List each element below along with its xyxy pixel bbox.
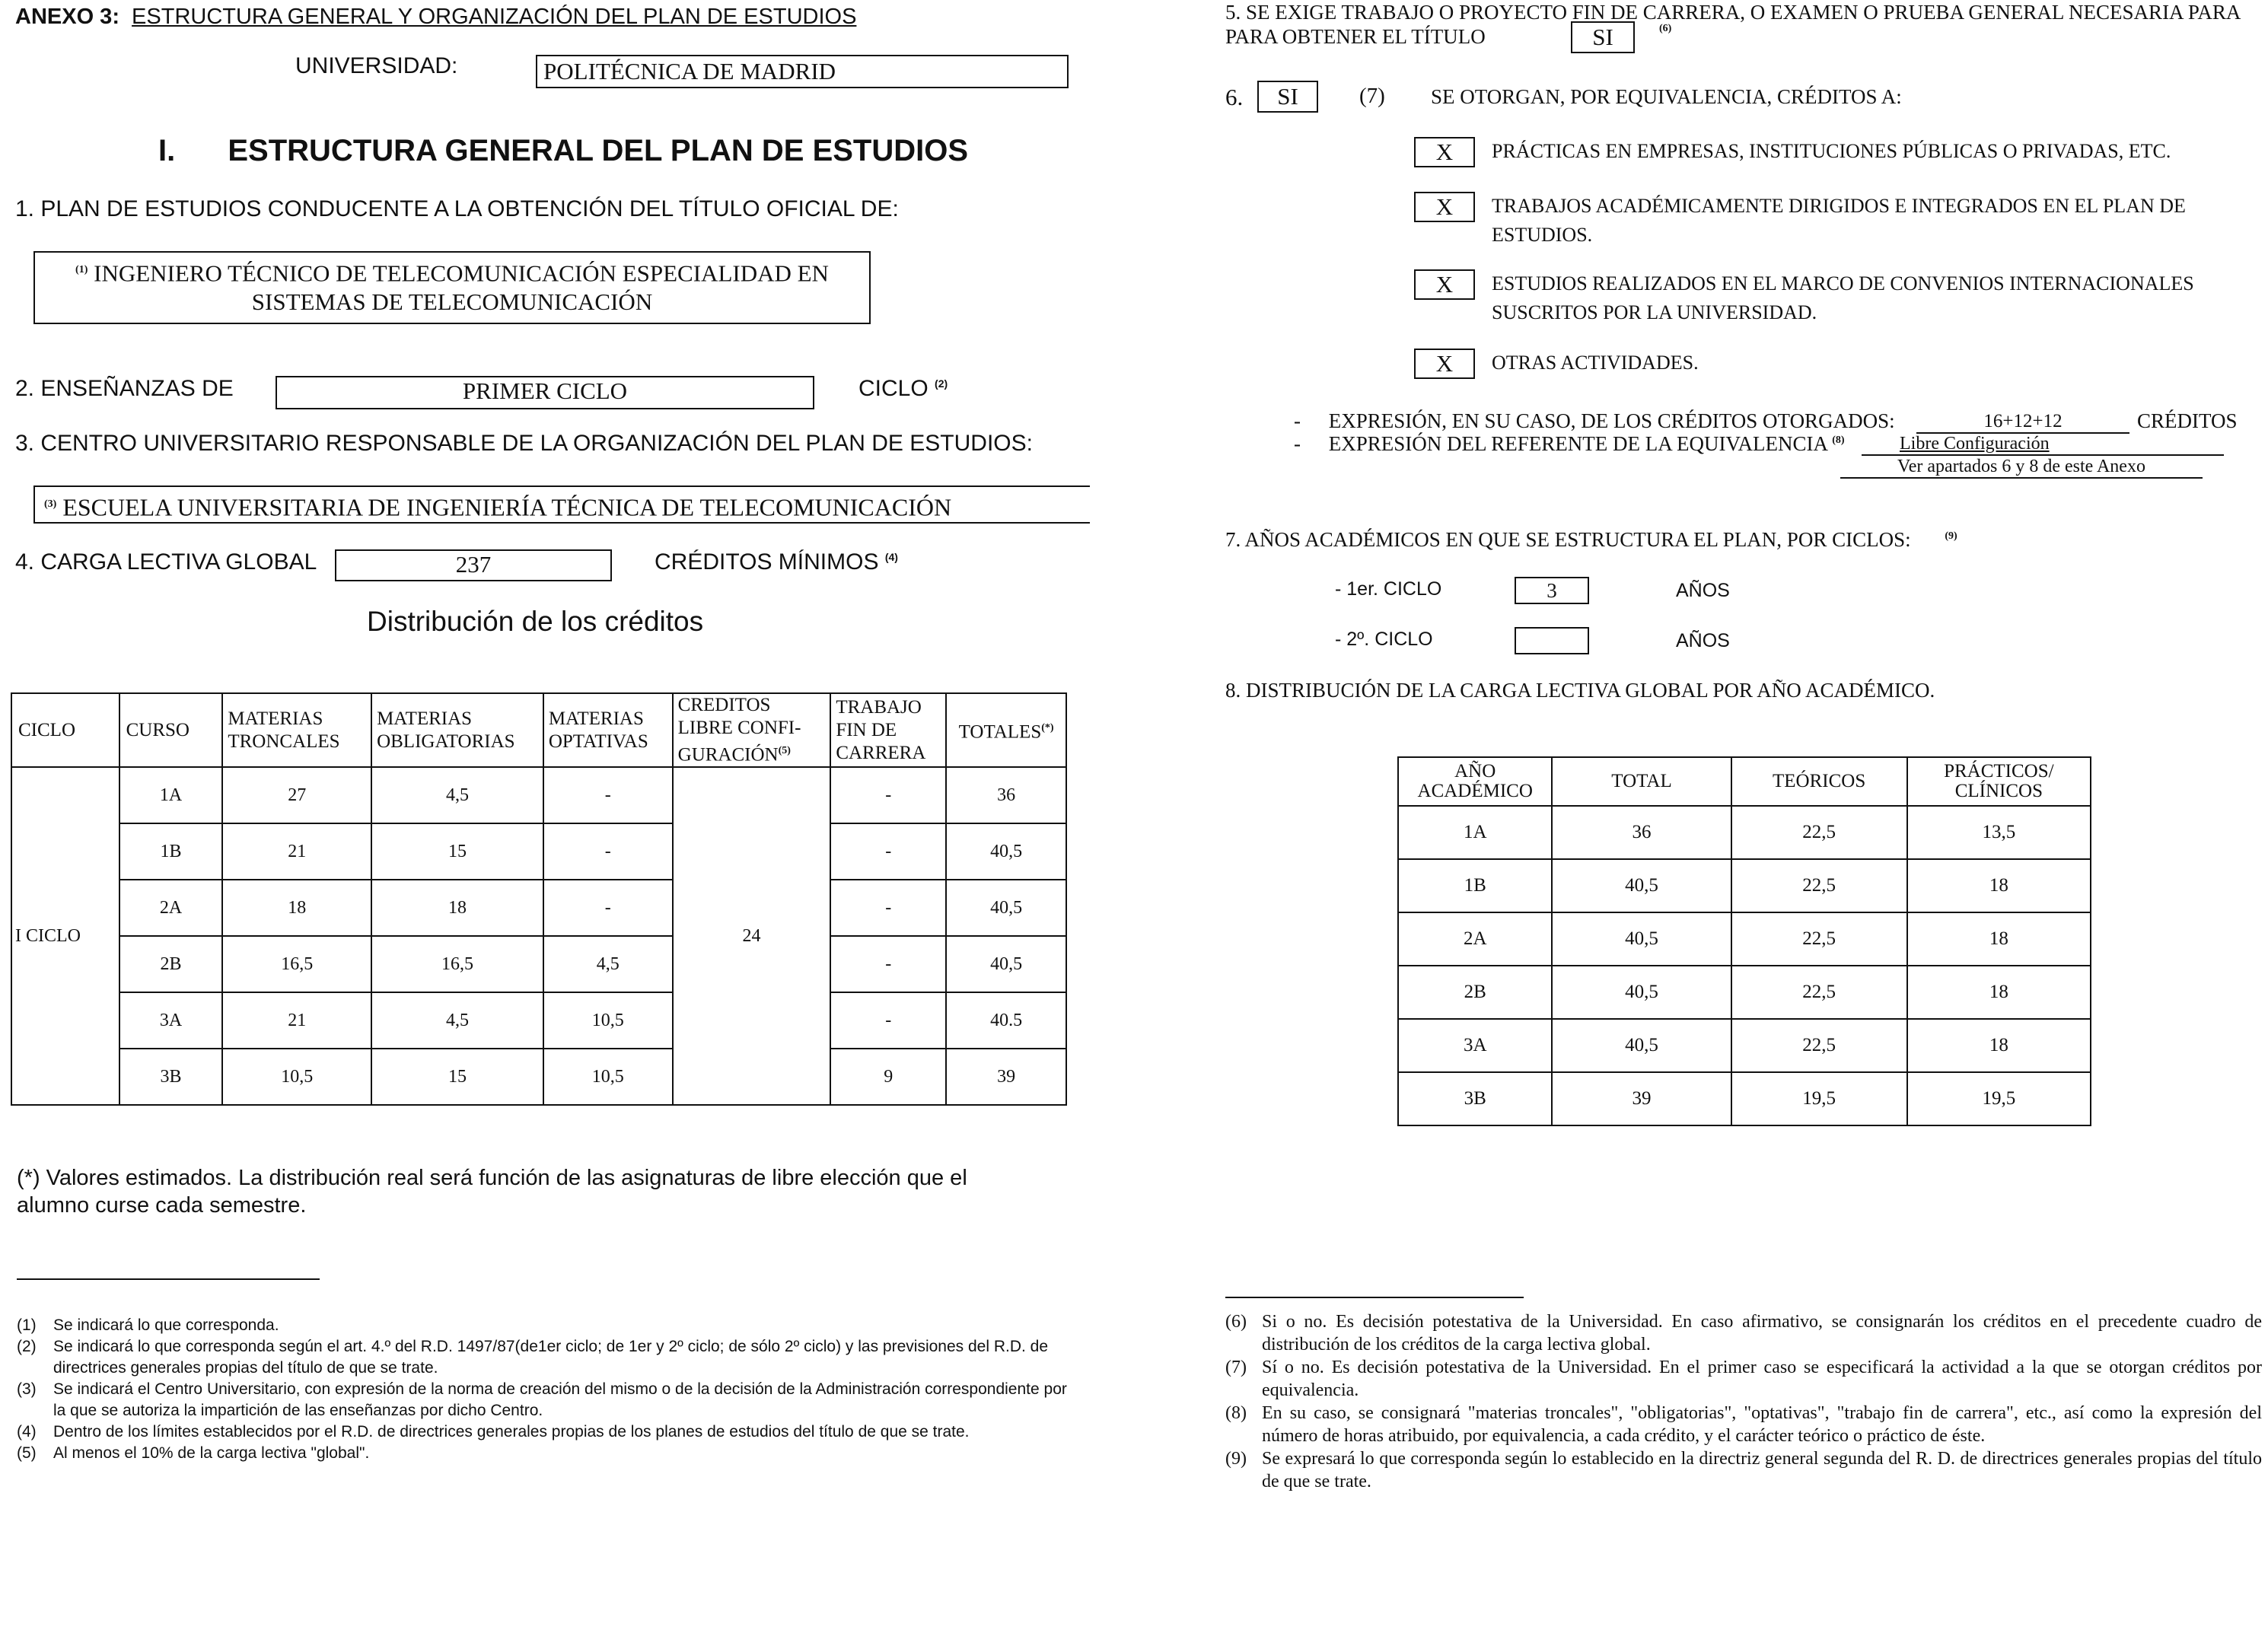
credits-header-row — [11, 693, 1066, 767]
item1-label: 1. PLAN DE ESTUDIOS CONDUCENTE A LA OBTENCIÓN DEL TÍTULO OFICIAL DE: — [15, 196, 899, 221]
centro-note: (3) — [44, 498, 57, 510]
cell-total: 36 — [1552, 806, 1731, 859]
cell-optativas: - — [543, 880, 673, 936]
footnote-divider-left — [17, 1278, 320, 1280]
table-row — [1398, 1019, 2091, 1072]
cell-practicos: 13,5 — [1907, 806, 2091, 859]
cell-teoricos: 22,5 — [1731, 859, 1907, 912]
cell-optativas: 4,5 — [543, 936, 673, 992]
expresion-row: - EXPRESIÓN, EN SU CASO, DE LOS CRÉDITOS OTORGADOS: — [1294, 409, 1895, 432]
header-optativas: MATERIAS OPTATIVAS — [543, 693, 673, 767]
anexo-title: ESTRUCTURA GENERAL Y ORGANIZACIÓN DEL PLAN DE ESTUDIOS — [132, 5, 857, 29]
cell-total: 40,5 — [1552, 966, 1731, 1019]
table-row — [1398, 912, 2091, 966]
item8-label: 8. DISTRIBUCIÓN DE LA CARGA LECTIVA GLOBAL POR AÑO ACADÉMICO. — [1225, 679, 1935, 702]
cell-troncales: 27 — [222, 767, 371, 823]
cell-practicos: 19,5 — [1907, 1072, 2091, 1125]
anexo-header — [15, 2, 856, 32]
footnotes-left — [17, 1315, 1067, 1464]
section-title — [158, 134, 968, 168]
item2-note: (2) — [935, 377, 948, 390]
cell-troncales: 18 — [222, 880, 371, 936]
cell-curso: 1B — [119, 823, 223, 880]
universidad-value: POLITÉCNICA DE MADRID — [543, 58, 836, 84]
ciclo1-years: AÑOS — [1676, 580, 1730, 601]
item5-label: 5. SE EXIGE TRABAJO O PROYECTO FIN DE CARRERA, O EXAMEN O PRUEBA GENERAL NECESARIA PARA PARA OBTENER EL TÍTULO — [1225, 1, 2241, 48]
referente-row: - EXPRESIÓN DEL REFERENTE DE LA EQUIVALENCIA $^{(8)}$ — [1294, 432, 1845, 455]
option-item: X PRÁCTICAS EN EMPRESAS, INSTITUCIONES PÚBLICAS O PRIVADAS, ETC. — [1414, 137, 2171, 167]
cell-practicos: 18 — [1907, 859, 2091, 912]
cell-teoricos: 22,5 — [1731, 966, 1907, 1019]
item5-note: (6) — [1659, 23, 1672, 34]
cell-obligatorias: 4,5 — [371, 992, 543, 1049]
cell-troncales: 10,5 — [222, 1049, 371, 1105]
header-ciclo: CICLO — [11, 693, 119, 767]
cell-trabajo: - — [830, 880, 946, 936]
header-trabajo: TRABAJO FIN DE CARRERA — [830, 693, 946, 767]
item5-field — [1571, 21, 1635, 53]
cell-obligatorias: 15 — [371, 823, 543, 880]
option-item: X ESTUDIOS REALIZADOS EN EL MARCO DE CONVENIOS INTERNACIONALES SUSCRITOS POR LA UNIVERSIDAD. — [1414, 269, 2194, 327]
item6-note: (7) — [1359, 84, 1385, 108]
referente-note: (8) — [1832, 435, 1845, 446]
cell-anio: 3B — [1398, 1072, 1552, 1125]
cell-anio: 1B — [1398, 859, 1552, 912]
cell-curso: 2A — [119, 880, 223, 936]
table-row — [1398, 859, 2091, 912]
section-number: I. — [158, 134, 176, 167]
table-row — [11, 823, 1066, 880]
annual-header-row — [1398, 757, 2091, 806]
cell-optativas: - — [543, 767, 673, 823]
cell-total: 39 — [1552, 1072, 1731, 1125]
anexo-number: ANEXO 3: — [15, 5, 119, 29]
cell-totales: 40,5 — [946, 823, 1066, 880]
table-row — [11, 880, 1066, 936]
item7-note: (9) — [1945, 530, 1957, 542]
item6-value: SI — [1277, 83, 1298, 110]
footnote-item: (2) Se indicará lo que corresponda según el art. 4.º del R.D. 1497/87(de1er ciclo; de 1er y 2º ciclo; de sólo 2º ciclo) y las previsiones del R.D. de directrices generales propias del título de que se trate. — [17, 1338, 1049, 1377]
cell-curso: 2B — [119, 936, 223, 992]
header-curso: CURSO — [119, 693, 223, 767]
cell-anio: 2A — [1398, 912, 1552, 966]
cell-practicos: 18 — [1907, 966, 2091, 1019]
item2-label: 2. ENSEÑANZAS DE — [15, 376, 234, 401]
cell-optativas: 10,5 — [543, 992, 673, 1049]
cell-trabajo: - — [830, 936, 946, 992]
item3-label: 3. CENTRO UNIVERSITARIO RESPONSABLE DE LA ORGANIZACIÓN DEL PLAN DE ESTUDIOS: — [15, 431, 1033, 456]
item5-value: SI — [1592, 24, 1613, 50]
cell-trabajo: - — [830, 823, 946, 880]
cell-total: 40,5 — [1552, 859, 1731, 912]
option-checkbox: X — [1414, 137, 1475, 167]
ciclo2-label: - 2º. CICLO — [1335, 629, 1433, 650]
footnote-item: (1) Se indicará lo que corresponda. — [17, 1316, 279, 1334]
cell-total: 40,5 — [1552, 1019, 1731, 1072]
referente-value-2: Ver apartados 6 y 8 de este Anexo — [1840, 457, 2203, 479]
item4-note: (4) — [884, 551, 898, 563]
cell-anio: 3A — [1398, 1019, 1552, 1072]
ciclo1-field: 3 — [1515, 577, 1589, 604]
cell-totales: 39 — [946, 1049, 1066, 1105]
cell-curso: 3A — [119, 992, 223, 1049]
item2-suffix: CICLO $^{(2)}$ — [858, 376, 948, 401]
title-line-2: SISTEMAS DE TELECOMUNICACIÓN — [251, 288, 653, 316]
cell-curso: 1A — [119, 767, 223, 823]
cell-obligatorias: 4,5 — [371, 767, 543, 823]
annual-load-table — [1397, 756, 2091, 1126]
footnote-item: (6) Si o no. Es decisión potestativa de la Universidad. En caso afirmativo, se consignarán los créditos en el precedente cuadro de distribución de los créditos de la carga lectiva global. — [1225, 1312, 2262, 1355]
cell-trabajo: - — [830, 992, 946, 1049]
cell-totales: 36 — [946, 767, 1066, 823]
footnote-item: (4) Dentro de los límites establecidos por el R.D. de directrices generales propias de los planes de estudios del título de que se trate. — [17, 1423, 970, 1440]
item6-number: 6. — [1225, 84, 1244, 110]
cell-totales: 40,5 — [946, 880, 1066, 936]
section-heading: ESTRUCTURA GENERAL DEL PLAN DE ESTUDIOS — [228, 134, 969, 167]
cell-practicos: 18 — [1907, 912, 2091, 966]
centro-field — [33, 485, 1090, 524]
ciclo2-years: AÑOS — [1676, 630, 1730, 651]
option-item: X OTRAS ACTIVIDADES. — [1414, 349, 1699, 379]
footnote-item: (7) Sí o no. Es decisión potestativa de la Universidad. En el primer caso se especificará la actividad a la que se otorgan créditos por equivalencia. — [1225, 1358, 2262, 1400]
item7-label: 7. AÑOS ACADÉMICOS EN QUE SE ESTRUCTURA EL PLAN, POR CICLOS: $^{(9)}$ — [1225, 528, 1957, 551]
cell-optativas: 10,5 — [543, 1049, 673, 1105]
table-row — [11, 1049, 1066, 1105]
expresion-suffix: CRÉDITOS — [2137, 409, 2238, 432]
cell-anio: 1A — [1398, 806, 1552, 859]
header-libre: CREDITOS LIBRE CONFI- GURACIÓN$^{(5)}$ — [673, 693, 831, 767]
option-checkbox: X — [1414, 269, 1475, 300]
ensenanzas-value: PRIMER CICLO — [462, 377, 628, 404]
ensenanzas-field — [276, 376, 814, 409]
option-checkbox: X — [1414, 349, 1475, 379]
cell-troncales: 16,5 — [222, 936, 371, 992]
header-teoricos: TEÓRICOS — [1731, 757, 1907, 806]
universidad-field — [536, 55, 1069, 88]
ciclo-cell: I CICLO — [11, 767, 119, 1105]
cell-troncales: 21 — [222, 823, 371, 880]
cell-obligatorias: 15 — [371, 1049, 543, 1105]
cell-obligatorias: 16,5 — [371, 936, 543, 992]
referente-value-1: Libre Configuración — [1862, 434, 2224, 456]
cell-trabajo: 9 — [830, 1049, 946, 1105]
cell-curso: 3B — [119, 1049, 223, 1105]
table-row — [1398, 966, 2091, 1019]
title-line-1: $^{(1)}$ INGENIERO TÉCNICO DE TELECOMUNICACIÓN ESPECIALIDAD EN — [75, 259, 829, 287]
libre-cell: 24 — [673, 767, 831, 1105]
footnote-divider-right — [1225, 1297, 1524, 1298]
header-practicos: PRÁCTICOS/ CLÍNICOS — [1907, 757, 2091, 806]
cell-teoricos: 22,5 — [1731, 912, 1907, 966]
option-checkbox: X — [1414, 192, 1475, 222]
expresion-value: 16+12+12 — [1916, 411, 2129, 434]
distribution-title: Distribución de los créditos — [367, 606, 704, 637]
item6-field — [1257, 81, 1318, 113]
cell-teoricos: 19,5 — [1731, 1072, 1907, 1125]
cell-totales: 40.5 — [946, 992, 1066, 1049]
cell-obligatorias: 18 — [371, 880, 543, 936]
cell-teoricos: 22,5 — [1731, 1019, 1907, 1072]
cell-trabajo: - — [830, 767, 946, 823]
ciclo2-field — [1515, 627, 1589, 654]
cell-troncales: 21 — [222, 992, 371, 1049]
option-item: X TRABAJOS ACADÉMICAMENTE DIRIGIDOS E INTEGRADOS EN EL PLAN DE ESTUDIOS. — [1414, 192, 2186, 250]
ciclo1-label: - 1er. CICLO — [1335, 578, 1442, 600]
universidad-label: UNIVERSIDAD: — [295, 53, 458, 78]
title-note: (1) — [75, 264, 88, 275]
item6-label: SE OTORGAN, POR EQUIVALENCIA, CRÉDITOS A: — [1431, 85, 1902, 108]
cell-anio: 2B — [1398, 966, 1552, 1019]
footnote-item: (3) Se indicará el Centro Universitario, con expresión de la norma de creación del mismo o de la decisión de la Administración correspondiente por la que se autoriza la impartición de las enseñanzas por dicho Centro. — [17, 1380, 1067, 1419]
table-row — [1398, 1072, 2091, 1125]
expresion-label: EXPRESIÓN, EN SU CASO, DE LOS CRÉDITOS OTORGADOS: — [1328, 409, 1895, 432]
header-obligatorias: MATERIAS OBLIGATORIAS — [371, 693, 543, 767]
carga-value: 237 — [455, 551, 492, 578]
table-row — [11, 767, 1066, 823]
cell-teoricos: 22,5 — [1731, 806, 1907, 859]
table-row — [11, 936, 1066, 992]
table-row — [1398, 806, 2091, 859]
footnote-item: (8) En su caso, se consignará "materias troncales", "obligatorias", "optativas", "trabajo fin de carrera", etc., así como la expresión del número de horas atribuido, por equivalencia, a cada crédito, y el carácter teórico o práctico de éste. — [1225, 1403, 2262, 1446]
header-anio: AÑO ACADÉMICO — [1398, 757, 1552, 806]
credits-table — [11, 692, 1067, 1106]
cell-optativas: - — [543, 823, 673, 880]
footnote-item: (9) Se expresará lo que corresponda según lo establecido en la directriz general segunda del R. D. de directrices generales propias del título de que se trate. — [1225, 1449, 2262, 1491]
item4-label: 4. CARGA LECTIVA GLOBAL — [15, 549, 317, 575]
cell-practicos: 18 — [1907, 1019, 2091, 1072]
footnote-item: (5) Al menos el 10% de la carga lectiva "global". — [17, 1444, 370, 1462]
item4-suffix: CRÉDITOS MÍNIMOS $^{(4)}$ — [655, 549, 898, 575]
cell-total: 40,5 — [1552, 912, 1731, 966]
header-total: TOTAL — [1552, 757, 1731, 806]
estimate-note: (*) Valores estimados. La distribución real será función de las asignaturas de libre elección que el alumno curse cada semestre. — [17, 1166, 967, 1218]
header-troncales: MATERIAS TRONCALES — [222, 693, 371, 767]
table-row — [11, 992, 1066, 1049]
footnotes-right — [1225, 1310, 2262, 1496]
centro-value: ESCUELA UNIVERSITARIA DE INGENIERÍA TÉCNICA DE TELECOMUNICACIÓN — [62, 493, 952, 521]
carga-field — [335, 549, 612, 581]
referente-label: EXPRESIÓN DEL REFERENTE DE LA EQUIVALENCIA — [1328, 432, 1827, 455]
title-field — [33, 251, 871, 324]
header-totales: TOTALES(*) — [946, 693, 1066, 767]
cell-totales: 40,5 — [946, 936, 1066, 992]
